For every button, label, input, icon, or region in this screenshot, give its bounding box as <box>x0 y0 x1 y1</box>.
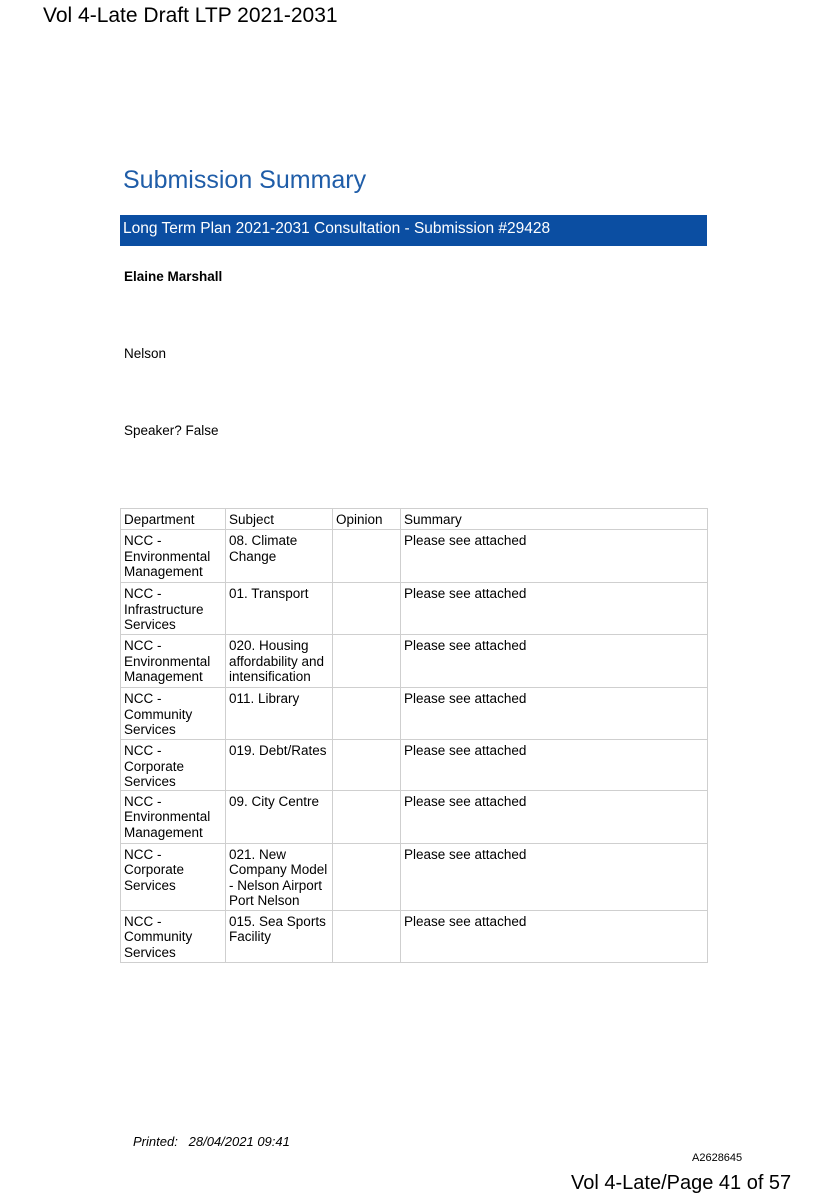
table-row <box>121 843 708 910</box>
page-number-footer: Vol 4-Late/Page 41 of 57 <box>571 1172 792 1194</box>
opinion-cell <box>333 910 401 962</box>
department-cell: NCC - Corporate Services <box>121 740 226 791</box>
summary-cell: Please see attached <box>401 843 708 910</box>
subject-cell: 019. Debt/Rates <box>226 740 333 791</box>
opinion-cell <box>333 790 401 843</box>
table-row <box>121 740 708 791</box>
subject-cell: 09. City Centre <box>226 790 333 843</box>
opinion-cell <box>333 635 401 688</box>
subject-cell: 020. Housing affordability and intensification <box>226 635 333 688</box>
subject-cell: 011. Library <box>226 688 333 740</box>
summary-cell: Please see attached <box>401 790 708 843</box>
column-header-opinion: Opinion <box>333 509 401 530</box>
department-cell: NCC - Community Services <box>121 688 226 740</box>
opinion-cell <box>333 530 401 583</box>
department-cell: NCC - Corporate Services <box>121 843 226 910</box>
opinion-cell <box>333 843 401 910</box>
summary-cell: Please see attached <box>401 740 708 791</box>
table-row <box>121 583 708 635</box>
submission-table <box>120 508 708 963</box>
column-header-summary: Summary <box>401 509 708 530</box>
summary-cell: Please see attached <box>401 635 708 688</box>
table-row <box>121 635 708 688</box>
opinion-cell <box>333 583 401 635</box>
page-title: Submission Summary <box>123 166 367 194</box>
submitter-name: Elaine Marshall <box>124 269 223 284</box>
summary-cell: Please see attached <box>401 688 708 740</box>
opinion-cell <box>333 740 401 791</box>
document-id: A2628645 <box>692 1152 743 1164</box>
speaker-status: Speaker? False <box>124 423 219 438</box>
subject-cell: 08. Climate Change <box>226 530 333 583</box>
submitter-location: Nelson <box>124 346 167 361</box>
printed-timestamp: Printed: 28/04/2021 09:41 <box>133 1134 290 1149</box>
table-row <box>121 790 708 843</box>
department-cell: NCC - Infrastructure Services <box>121 583 226 635</box>
column-header-department: Department <box>121 509 226 530</box>
summary-cell: Please see attached <box>401 530 708 583</box>
summary-cell: Please see attached <box>401 583 708 635</box>
opinion-cell <box>333 688 401 740</box>
table-header-row <box>121 509 708 530</box>
department-cell: NCC - Environmental Management <box>121 635 226 688</box>
table-row <box>121 688 708 740</box>
subject-cell: 021. New Company Model - Nelson Airport Port Nelson <box>226 843 333 910</box>
column-header-subject: Subject <box>226 509 333 530</box>
department-cell: NCC - Environmental Management <box>121 530 226 583</box>
summary-cell: Please see attached <box>401 910 708 962</box>
department-cell: NCC - Environmental Management <box>121 790 226 843</box>
department-cell: NCC - Community Services <box>121 910 226 962</box>
submission-banner: Long Term Plan 2021-2031 Consultation - Submission #29428 <box>120 215 707 246</box>
subject-cell: 015. Sea Sports Facility <box>226 910 333 962</box>
table-row <box>121 530 708 583</box>
subject-cell: 01. Transport <box>226 583 333 635</box>
volume-header: Vol 4-Late Draft LTP 2021-2031 <box>43 4 338 27</box>
table-row <box>121 910 708 962</box>
